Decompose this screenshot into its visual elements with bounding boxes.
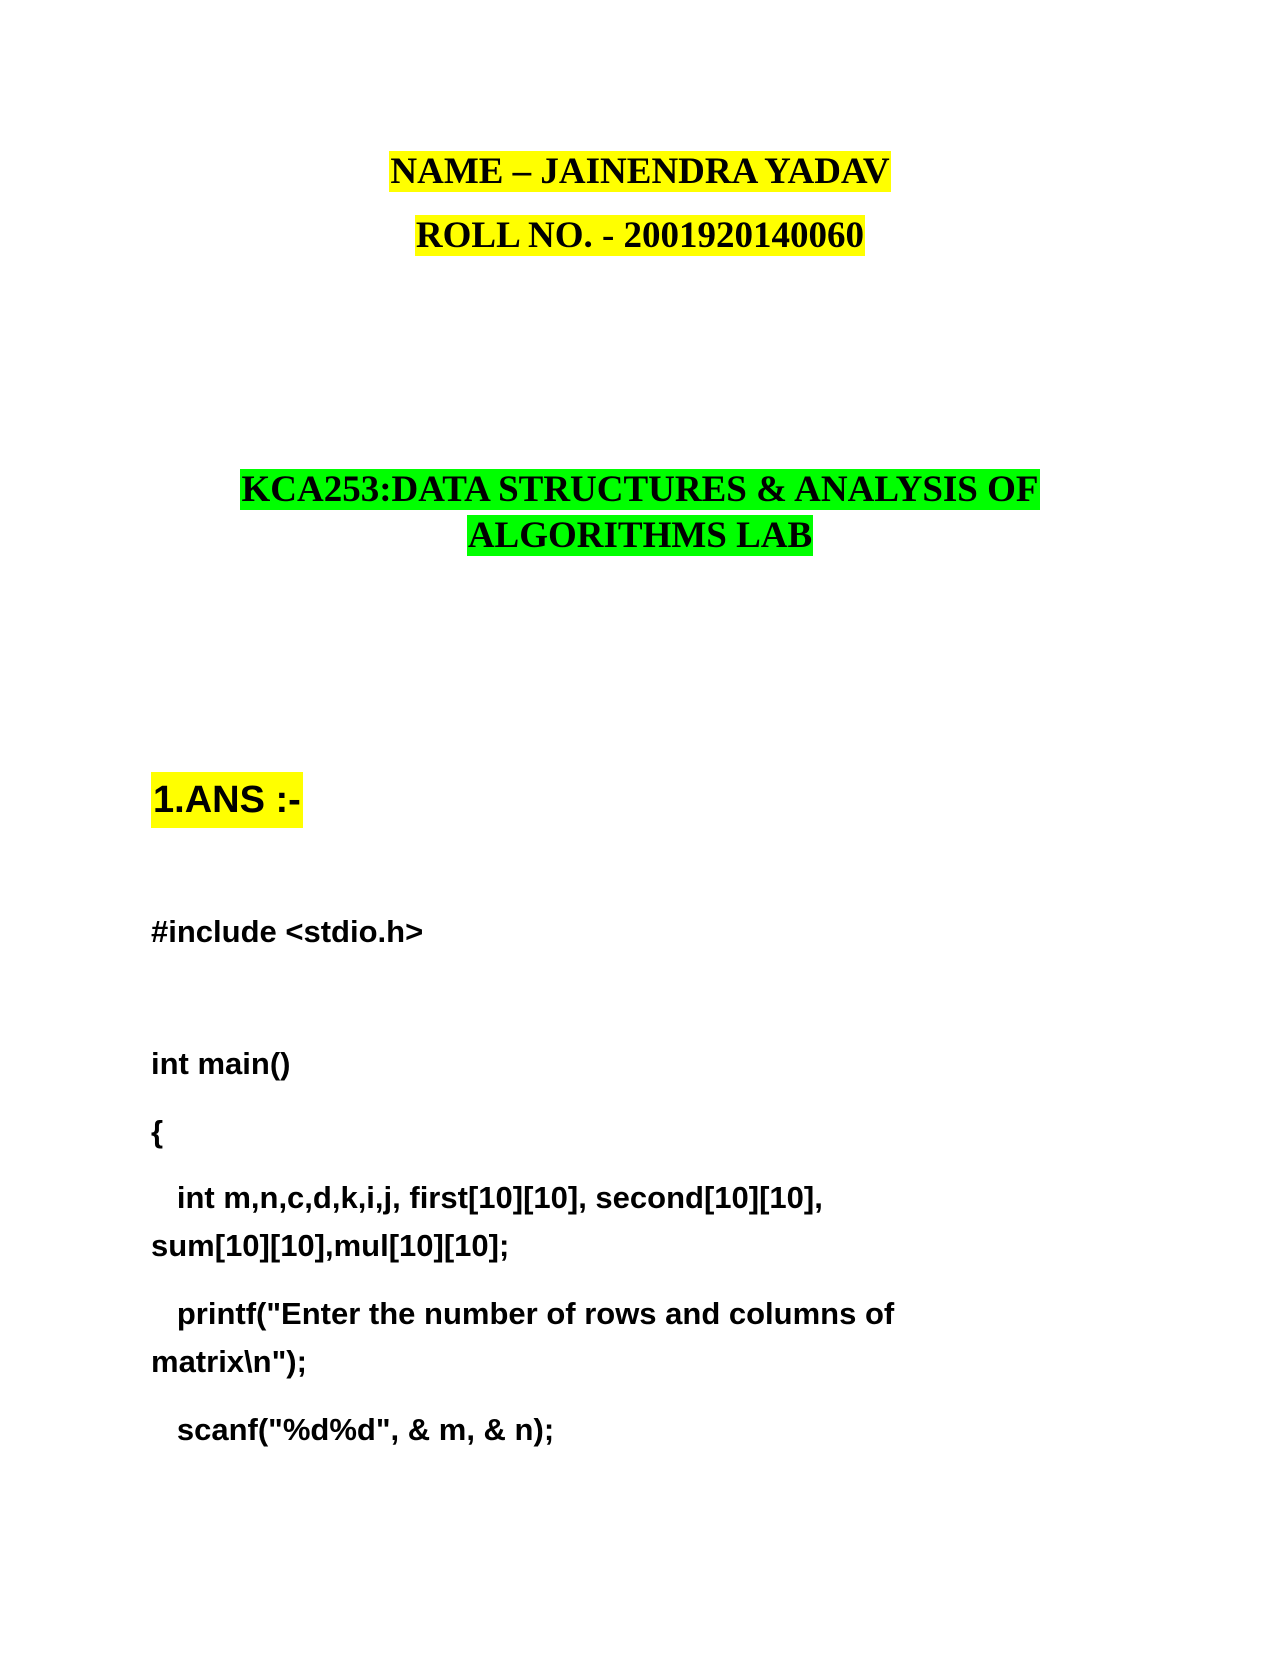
course-title-line1-wrapper: [0, 468, 1280, 512]
code-line: #include <stdio.h>: [151, 914, 424, 949]
course-title-line2-wrapper: [0, 514, 1280, 558]
code-line: sum[10][10],mul[10][10];: [151, 1228, 510, 1263]
code-line: printf("Enter the number of rows and columns of: [151, 1296, 895, 1331]
roll-number-line: ROLL NO. - 2001920140060: [415, 215, 865, 256]
code-line: int m,n,c,d,k,i,j, first[10][10], second[10][10],: [151, 1180, 823, 1215]
course-title-line2: ALGORITHMS LAB: [467, 515, 813, 556]
code-line: scanf("%d%d", & m, & n);: [151, 1412, 555, 1447]
code-line: int main(): [151, 1046, 291, 1081]
name-line-wrapper: [0, 150, 1280, 194]
code-line: matrix\n");: [151, 1344, 307, 1379]
answer-heading: 1.ANS :-: [151, 772, 303, 828]
roll-line-wrapper: [0, 214, 1280, 258]
name-line: NAME – JAINENDRA YADAV: [390, 151, 890, 192]
course-title-line1: KCA253:DATA STRUCTURES & ANALYSIS OF: [241, 469, 1039, 510]
code-line: {: [151, 1114, 164, 1149]
